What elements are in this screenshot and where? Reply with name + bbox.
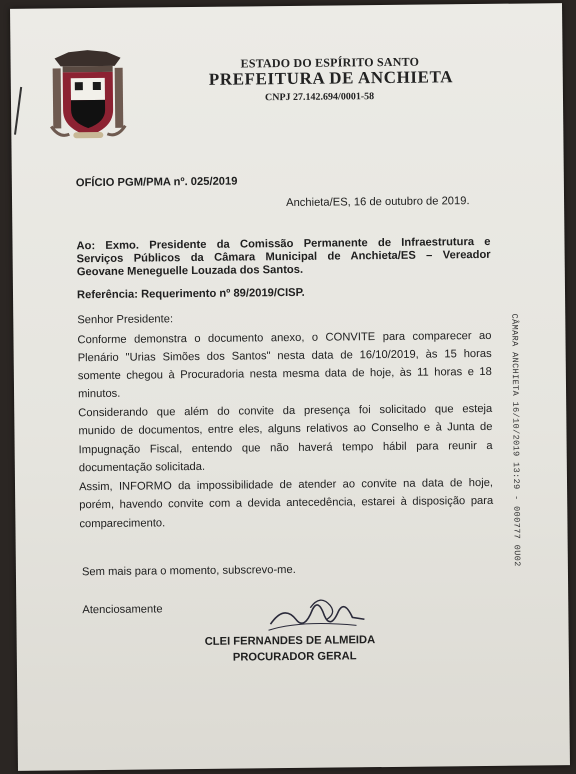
signer-name: CLEI FERNANDES DE ALMEIDA <box>204 634 376 648</box>
body-line: minutos. <box>78 387 121 401</box>
signer-title: PROCURADOR GERAL <box>232 650 357 664</box>
protocol-stamp: CÂMARA ANCHIETA 16/10/2019 13:29 - 000777 0U02 <box>509 313 522 567</box>
letter-date: Anchieta/ES, 16 de outubro de 2019. <box>286 195 470 210</box>
body-line: Conforme demonstra o documento anexo, o CONVITE para comparecer ao <box>77 329 492 347</box>
oficio-number: OFÍCIO PGM/PMA nº. 025/2019 <box>75 175 238 190</box>
state-name: ESTADO DO ESPÍRITO SANTO <box>240 54 420 71</box>
addressee-line-2: Serviços Públicos da Câmara Municipal de Anchieta/ES – Vereador <box>76 248 491 266</box>
municipal-coat-of-arms-icon <box>48 48 127 145</box>
closing-greeting: Atenciosamente <box>82 603 163 617</box>
body-line: Assim, INFORMO da impossibilidade de atender ao convite na data de hoje, <box>78 476 494 494</box>
prefeitura-name: PREFEITURA DE ANCHIETA <box>208 67 454 89</box>
pen-mark <box>14 87 22 135</box>
body-line: Plenário "Urias Simões dos Santos" nesta data de 16/10/2019, às 15 horas <box>77 347 492 365</box>
body-line: porém, havendo convite com a devida antecedência, estarei à disposição para <box>79 494 494 512</box>
body-line: Considerando que além do convite da presença foi solicitado que esteja <box>78 402 493 420</box>
addressee-line-1: Ao: Exmo. Presidente da Comissão Permanente de Infraestrutura e <box>76 235 491 253</box>
addressee-line-3: Geovane Meneguelle Louzada dos Santos. <box>76 263 304 279</box>
body-line: comparecimento. <box>79 517 166 531</box>
body-line: documentação solicitada. <box>78 460 206 475</box>
closing-line: Sem mais para o momento, subscrevo-me. <box>81 563 296 579</box>
body-line: Impugnação Fiscal, entendo que não haverá tempo hábil para reunir a <box>78 439 493 457</box>
reference-line: Referência: Requerimento nº 89/2019/CISP. <box>76 286 305 302</box>
document-page <box>10 3 570 771</box>
cnpj-number: CNPJ 27.142.694/0001-58 <box>264 91 375 104</box>
salutation: Senhor Presidente: <box>77 313 174 327</box>
body-line: somente chegou à Procuradoria nesta mesma data de hoje, às 11 horas e 18 <box>77 365 492 383</box>
body-line: munido de documentos, entre eles, alguns relativos ao Conselho e à Junta de <box>78 420 493 438</box>
